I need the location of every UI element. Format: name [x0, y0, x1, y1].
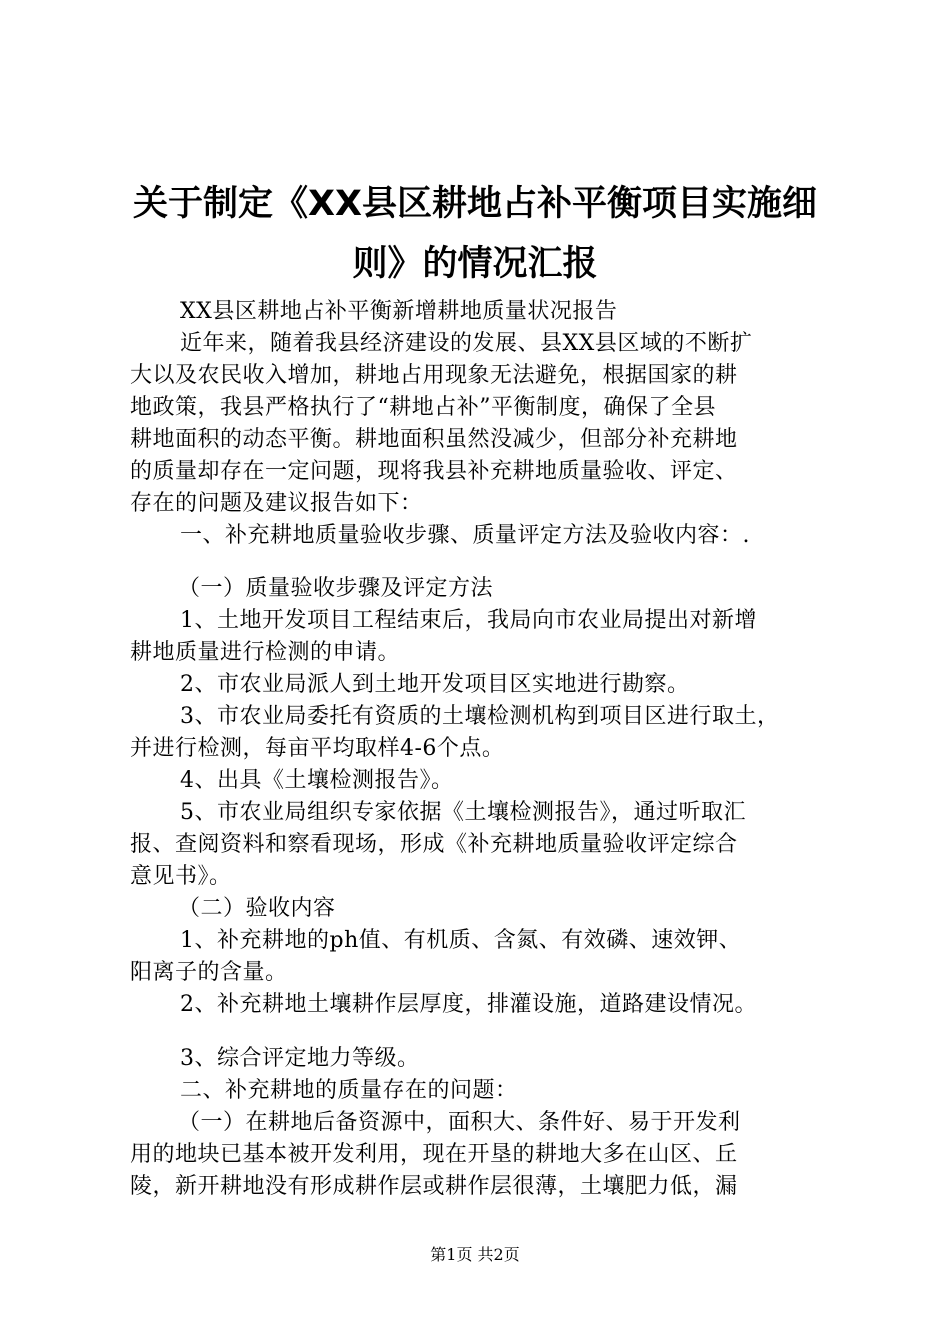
body-line: 阳离子的含量。	[130, 960, 288, 985]
section-heading: 一、补充耕地质量验收步骤、质量评定方法及验收内容：.	[180, 523, 750, 548]
body-line: 5、市农业局组织专家依据《土壤检测报告》，通过听取汇	[180, 800, 746, 825]
body-line: 报、查阅资料和察看现场，形成《补充耕地质量验收评定综合	[130, 832, 738, 857]
body-line: 近年来，随着我县经济建设的发展、县XX县区域的不断扩	[180, 331, 753, 356]
body-line: 意见书》。	[130, 864, 232, 889]
body-line: 地政策，我县严格执行了“耕地占补”平衡制度，确保了全县	[130, 395, 716, 420]
body-line: 2、市农业局派人到土地开发项目区实地进行勘察。	[180, 672, 690, 697]
document-title-line-1: 关于制定《XX县区耕地占补平衡项目实施细	[133, 184, 817, 224]
body-line: 的质量却存在一定问题，现将我县补充耕地质量验收、评定、	[130, 459, 738, 484]
body-line: 1、补充耕地的ph值、有机质、含氮、有效磷、速效钾、	[180, 928, 742, 953]
body-line: 4、出具《土壤检测报告》。	[180, 768, 454, 793]
body-line: 用的地块已基本被开发利用，现在开垦的耕地大多在山区、丘	[130, 1142, 738, 1167]
document-title-line-2: 则》的情况汇报	[352, 244, 598, 284]
body-line: 耕地面积的动态平衡。耕地面积虽然没减少，但部分补充耕地	[130, 427, 738, 452]
body-line: 陵，新开耕地没有形成耕作层或耕作层很薄，土壤肥力低，漏	[130, 1174, 738, 1199]
body-line: 大以及农民收入增加，耕地占用现象无法避免，根据国家的耕	[130, 363, 738, 388]
body-line: 耕地质量进行检测的申请。	[130, 640, 401, 665]
body-line: 3、市农业局委托有资质的土壤检测机构到项目区进行取土，	[180, 704, 780, 729]
body-line: 2、补充耕地土壤耕作层厚度，排灌设施，道路建设情况。	[180, 992, 757, 1017]
body-line: 并进行检测，每亩平均取样4-6个点。	[130, 736, 505, 761]
section-heading: 二、补充耕地的质量存在的问题：	[180, 1078, 518, 1103]
body-line: 1、土地开发项目工程结束后，我局向市农业局提出对新增	[180, 608, 757, 633]
body-line: 存在的问题及建议报告如下：	[130, 491, 423, 516]
body-line: （一）在耕地后备资源中，面积大、条件好、易于开发利	[178, 1110, 741, 1135]
subsection-heading: （二）验收内容	[178, 896, 336, 921]
body-line: 3、综合评定地力等级。	[180, 1046, 420, 1071]
page-footer: 第1页 共2页	[430, 1245, 520, 1264]
report-subtitle: XX县区耕地占补平衡新增耕地质量状况报告	[180, 299, 618, 324]
subsection-heading: （一）质量验收步骤及评定方法	[178, 576, 494, 601]
